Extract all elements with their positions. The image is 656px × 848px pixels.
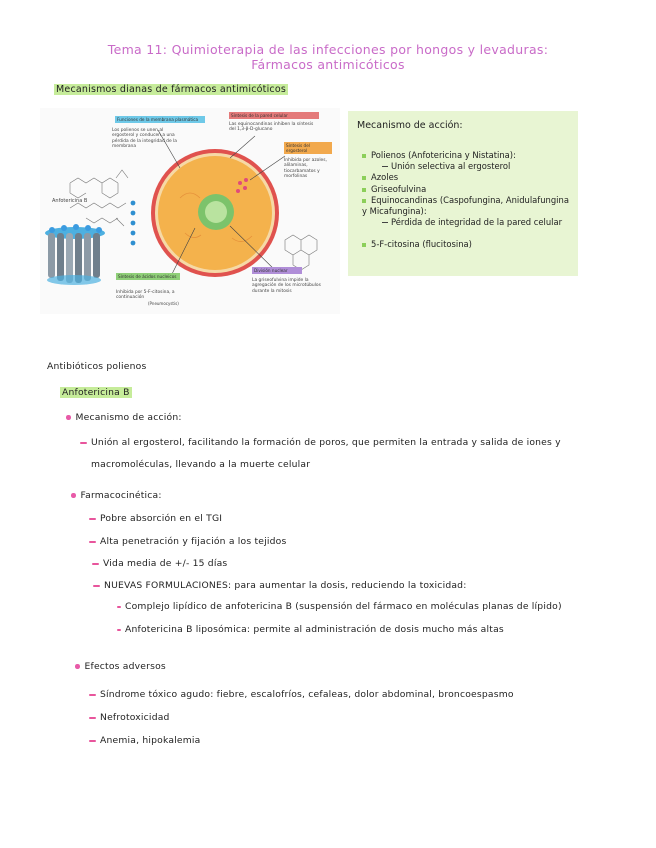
dash-icon: [117, 606, 121, 608]
formulation-item: Anfotericina B liposómica: permite al administración de dosis mucho más altas: [117, 624, 504, 635]
drug-heading-text: Anfotericina B: [62, 387, 130, 398]
bullet-dot-icon: [75, 664, 80, 669]
dash-icon: [80, 442, 87, 444]
mechanism-text-1: Unión al ergosterol, facilitando la formación de poros, que permiten la entrada y salida de iones y: [80, 437, 561, 448]
bullet-dot-icon: [71, 493, 76, 498]
dash-icon: [382, 222, 388, 223]
section-heading: [54, 84, 288, 95]
membrane-header: Funciones de la membrana plasmática: [115, 116, 205, 123]
mechanism-box-title: Mecanismo de acción:: [357, 120, 463, 131]
document-title: [0, 42, 656, 72]
mech-sub-ergosterol: Unión selectiva al ergosterol: [382, 161, 510, 172]
bullet-square-icon: [362, 154, 366, 158]
cellwall-header: Síntesis de la pared celular: [229, 112, 319, 119]
mitotic-text: La griseofulvina impide la agregación de los microtúbulos durante la mitosis: [252, 278, 321, 294]
mech-item-equinocandinas: Equinocandinas (Caspofungina, Anidulafungina y Micafungina):: [362, 195, 569, 216]
cellwall-text: Las equinocandinas inhiben la síntesis del 1,3-β-D-glucano: [229, 122, 314, 133]
pk-item: Vida media de +/- 15 días: [92, 558, 227, 569]
nucleic-small: (Pneumocystis): [148, 301, 179, 306]
dash-icon: [89, 518, 96, 520]
amphotericin-label: Anfotericina B: [52, 198, 88, 204]
dash-icon: [89, 740, 96, 742]
fungal-cell-figure: [40, 108, 340, 314]
nucleolus: [205, 201, 227, 223]
dash-icon: [93, 585, 100, 587]
adverse-item: Anemia, hipokalemia: [89, 735, 201, 746]
membrane-text: Los polienos se unen al ergosterol y conducen a una pérdida de la integridad de la membrana: [112, 128, 177, 150]
dash-icon: [382, 166, 388, 167]
title-line-1: Tema 11: Quimioterapia de las infecciones por hongos y levaduras:: [107, 42, 549, 57]
section-antibioticos: Antibióticos polienos: [47, 361, 147, 372]
adverse-label: Efectos adversos: [75, 661, 166, 672]
mech-item-polienos: Polienos (Anfotericina y Nistatina):: [362, 150, 516, 161]
title-line-2: Fármacos antimicóticos: [251, 57, 405, 72]
bullet-square-icon: [362, 243, 366, 247]
pk-label: Farmacocinética:: [71, 490, 162, 501]
bullet-dot-icon: [66, 415, 71, 420]
bullet-square-icon: [362, 188, 366, 192]
dash-icon: [92, 563, 99, 565]
mechanism-text-2: macromoléculas, llevando a la muerte celular: [91, 459, 311, 470]
dash-icon: [89, 541, 96, 543]
nucleic-text: Inhibida por 5-F-citosina, a continuación: [116, 290, 175, 301]
pk-item: Alta penetración y fijación a los tejidos: [89, 536, 286, 547]
nucleic-header: Síntesis de ácidos nucleicos: [116, 273, 180, 280]
amphotericin-pore-icon: [45, 224, 105, 285]
adverse-item: Nefrotoxicidad: [89, 712, 170, 723]
pk-item: Pobre absorción en el TGI: [89, 513, 222, 524]
dash-icon: [89, 717, 96, 719]
mech-item-flucitosina: 5-F-citosina (flucitosina): [362, 239, 472, 250]
dash-icon: [117, 629, 121, 631]
ergosterol-header: Síntesis del ergosterol: [284, 142, 332, 154]
section-heading-text: Mecanismos dianas de fármacos antimicóticos: [56, 84, 286, 95]
mechanism-label: Mecanismo de acción:: [66, 412, 182, 423]
adverse-item: Síndrome tóxico agudo: fiebre, escalofríos, cefaleas, dolor abdominal, broncoespasmo: [89, 689, 514, 700]
formulation-item: Complejo lipídico de anfotericina B (suspensión del fármaco en moléculas planas de lípido): [117, 601, 562, 612]
pk-item-new-formulations: NUEVAS FORMULACIONES: para aumentar la dosis, reduciendo la toxicidad:: [93, 580, 467, 591]
mech-item-azoles: Azoles: [362, 172, 398, 183]
mech-sub-pared: Pérdida de integridad de la pared celular: [382, 217, 570, 228]
dash-icon: [89, 694, 96, 696]
bullet-square-icon: [362, 199, 366, 203]
bullet-square-icon: [362, 176, 366, 180]
mech-item-griseofulvina: Griseofulvina: [362, 184, 426, 195]
drug-heading: [60, 387, 132, 398]
ergosterol-text: Inhibida por azoles, alilaminas, tiocarbamatos y morfolinas: [284, 158, 327, 180]
mitotic-header: División nuclear: [252, 267, 302, 274]
